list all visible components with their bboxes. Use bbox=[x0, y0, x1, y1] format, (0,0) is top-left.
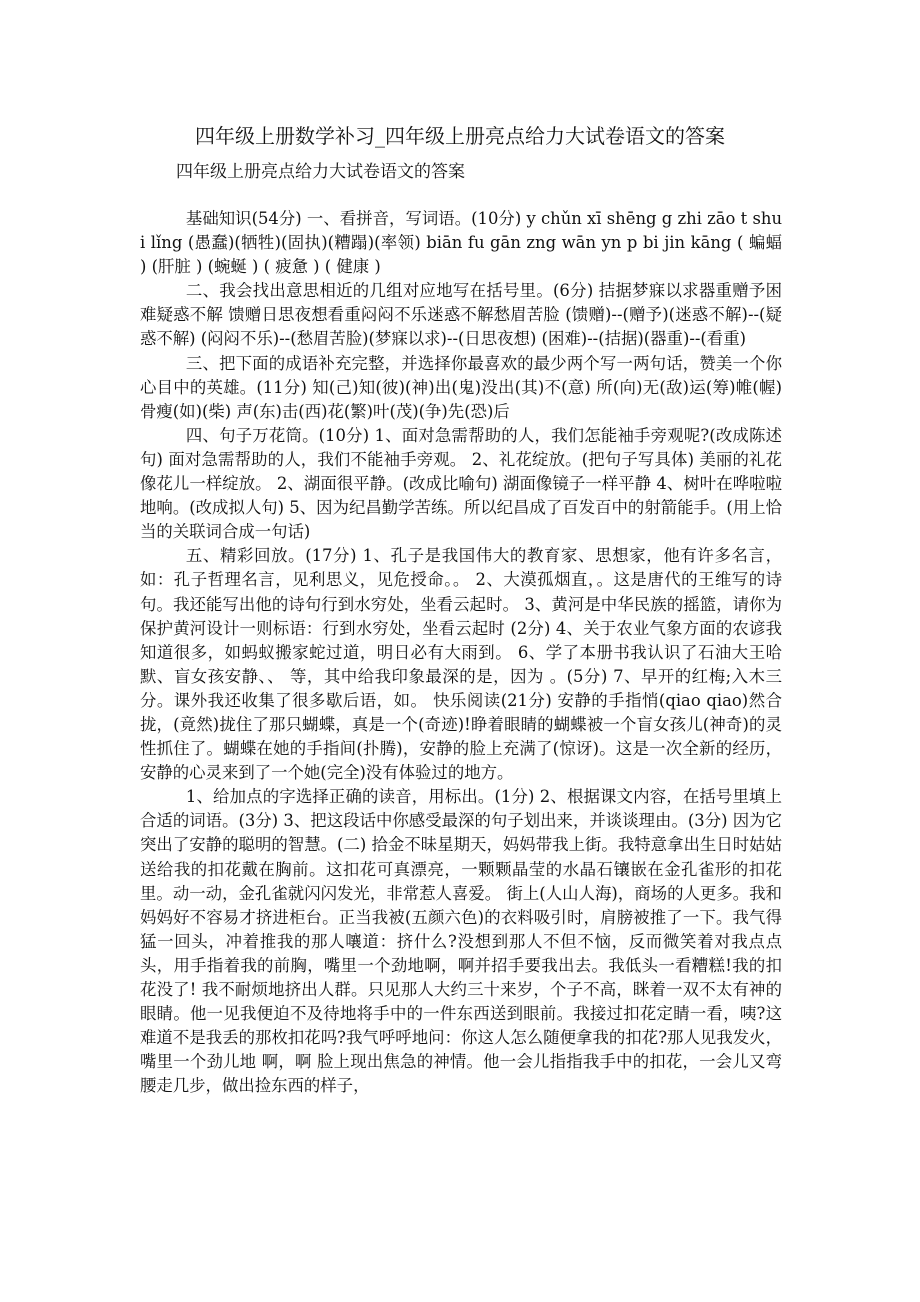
paragraph-sentences: 四、句子万花筒。(10分) 1、面对急需帮助的人，我们怎能袖手旁观呢?(改成陈述句) 面对急需帮助的人，我们不能袖手旁观。 2、礼花绽放。(把句子写具体) 美丽的礼花像花儿一样绽放。 2、湖面很平静。(改成比喻句) 湖面像镜子一样平静 4、树叶在哗啦啦地响。(改成拟人句) 5、因为纪昌勤学苦练。所以纪昌成了百发百中的射箭能手。(用上恰当的关联词合成一句话) bbox=[140, 425, 782, 542]
document-subtitle: 四年级上册亮点给力大试卷语文的答案 bbox=[176, 162, 465, 182]
document-body bbox=[140, 207, 782, 1098]
paragraph-reading-questions: 1、给加点的字选择正确的读音，用标出。(1分) 2、根据课文内容，在括号里填上合适的词语。(3分) 3、把这段话中你感受最深的句子划出来，并谈谈理由。(3分) 因为它突出了安静的聪明的智慧。(二) 拾金不昧星期天，妈妈带我上街。我特意拿出生日时姑姑送给我的扣花戴在胸前。这扣花可真漂亮，一颗颗晶莹的水晶石镶嵌在金孔雀形的扣花里。动一动，金孔雀就闪闪发光，非常惹人喜爱。 街上(人山人海)，商场的人更多。我和妈妈好不容易才挤进柜台。正当我被(五颜六色)的衣料吸引时，肩膀被推了一下。我气得猛一回头，冲着推我的那人嚷道：挤什么?没想到那人不但不恼，反而微笑着对我点点头，用手指着我的前胸，嘴里一个劲地啊，啊并招手要我出去。我低头一看糟糕!我的扣花没了! 我不耐烦地挤出人群。只见那人大约三十来岁，个子不高，眯着一双不太有神的眼睛。他一见我便迫不及待地将手中的一件东西送到眼前。我接过扣花定睛一看，咦?这难道不是我丢的那枚扣花吗?我气呼呼地问：你这人怎么随便拿我的扣花?那人见我发火，嘴里一个劲儿地 啊，啊 脸上现出焦急的神情。他一会儿指指我手中的扣花，一会儿又弯腰走几步，做出捡东西的样子， bbox=[140, 787, 782, 1096]
paragraph-synonyms: 二、我会找出意思相近的几组对应地写在括号里。(6分) 拮据梦寐以求器重赠予困难疑惑不解 馈赠日思夜想看重闷闷不乐迷惑不解愁眉苦脸 (馈赠)--(赠予)(迷惑不解)--(疑惑不解) (闷闷不乐)--(愁眉苦脸)(梦寐以求)--(日思夜想) (困难)--(拮据)(器重)--(看重) bbox=[140, 281, 782, 349]
paragraph-review-and-reading: 五、精彩回放。(17分) 1、孔子是我国伟大的教育家、思想家，他有许多名言，如：孔子哲理名言，见利思义，见危授命。。 2、大漠孤烟直，。这是唐代的王维写的诗句。我还能写出他的诗句行到水穷处，坐看云起时。 3、黄河是中华民族的摇篮，请你为保护黄河设计一则标语：行到水穷处，坐看云起时 (2分) 4、关于农业气象方面的农谚我知道很多，如蚂蚁搬家蛇过道，明日必有大雨到。 6、学了本册书我认识了石油大王哈默、盲女孩安静、、 等，其中给我印象最深的是，因为 。(5分) 7、早开的红梅;入木三分。课外我还收集了很多歇后语，如。 快乐阅读(21分) 安静的手指悄(qiao qiao)然合拢，(竟然)拢住了那只蝴蝶，真是一个(奇迹)!睁着眼睛的蝴蝶被一个盲女孩儿(神奇)的灵性抓住了。蝴蝶在她的手指间(扑腾)，安静的脸上充满了(惊讶)。这是一次全新的经历，安静的心灵来到了一个她(完全)没有体验过的地方。 bbox=[140, 546, 782, 783]
document-title: 四年级上册数学补习_四年级上册亮点给力大试卷语文的答案 bbox=[195, 124, 725, 148]
paragraph-idioms: 三、把下面的成语补充完整，并选择你最喜欢的最少两个写一两句话，赞美一个你心目中的英雄。(11分) 知(己)知(彼)(神)出(鬼)没出(其)不(意) 所(向)无(敌)运(筹)帷(幄)骨瘦(如)(柴) 声(东)击(西)花(繁)叶(茂)(争)先(恐)后 bbox=[140, 353, 782, 421]
paragraph-basic-knowledge: 基础知识(54分) 一、看拼音，写词语。(10分) y chǔn xī shēng g zhi zāo t shui lǐng (愚蠢)(牺牲)(固执)(糟蹋)(率领) biān fu gān zng wān yn p bi jin kāng ( 蝙蝠 ) (肝脏 ) (蜿蜒 ) ( 疲惫 ) ( 健康 ) bbox=[140, 209, 782, 277]
